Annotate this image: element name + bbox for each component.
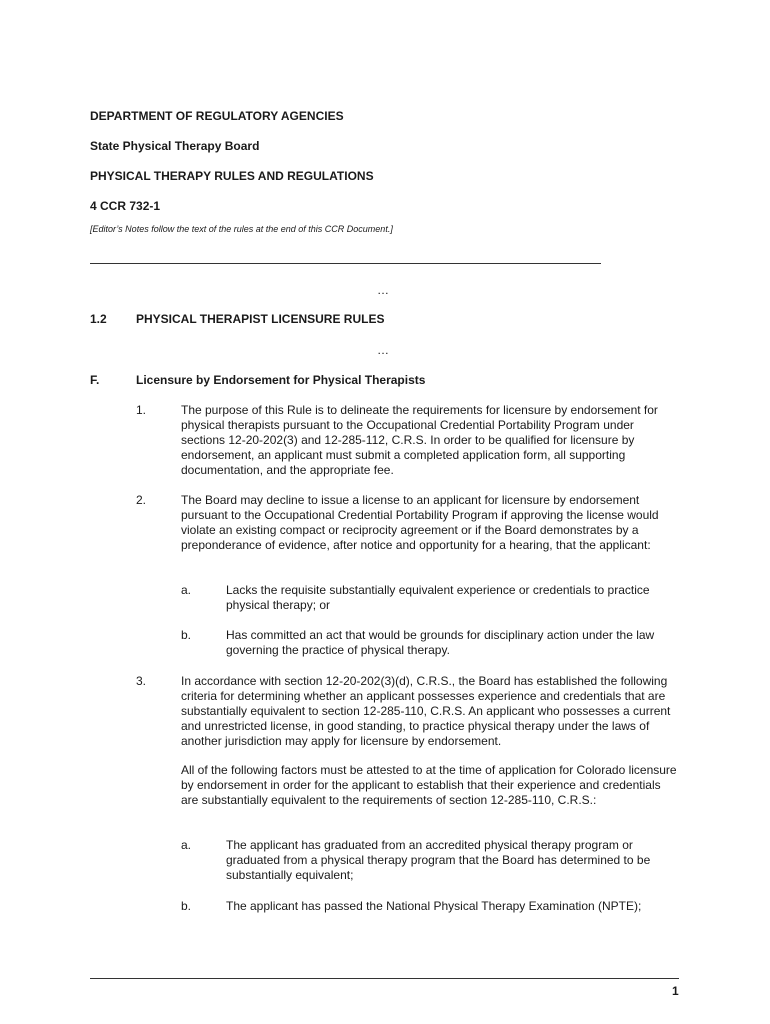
item-1-number: 1. bbox=[136, 403, 147, 417]
editor-note: [Editor’s Notes follow the text of the rules at the end of this CCR Document.] bbox=[90, 224, 393, 234]
subsection-title: Licensure by Endorsement for Physical Therapists bbox=[136, 373, 426, 387]
section-title: PHYSICAL THERAPIST LICENSURE RULES bbox=[136, 312, 385, 326]
subsection-letter: F. bbox=[90, 373, 100, 387]
item-2-text: The Board may decline to issue a license to an applicant for licensure by endorsement pursuant to the Occupational Credential Portability Program if approving the license would violate an existing compact or reciprocity agreement or if the Board demonstrates by a preponderance of evidence, after notice and opportunity for a hearing, that the applicant: bbox=[181, 493, 659, 552]
document-title: PHYSICAL THERAPY RULES AND REGULATIONS bbox=[90, 169, 374, 183]
item-3b-letter: b. bbox=[181, 899, 192, 913]
item-3-text: In accordance with section 12-20-202(3)(d), C.R.S., the Board has established the following criteria for determining whether an applicant possesses experience and credentials that are substantially equivalent to section 12-285-110, C.R.S. An applicant who possesses a current and unrestricted license, in good standing, to practice physical therapy under the laws of another jurisdiction may apply for licensure by endorsement. bbox=[181, 674, 671, 748]
footer-line bbox=[90, 978, 679, 979]
item-2a-letter: a. bbox=[181, 583, 192, 597]
item-3a-letter: a. bbox=[181, 838, 192, 852]
item-3-text-continued: All of the following factors must be attested to at the time of application for Colorado licensure by endorsement in order for the applicant to establish that their experience and credentials are substantially equivalent to the requirements of section 12-285-110, C.R.S.: bbox=[181, 763, 677, 807]
separator-line bbox=[90, 263, 601, 264]
ellipsis-1: … bbox=[377, 283, 389, 297]
item-3b-text: The applicant has passed the National Physical Therapy Examination (NPTE); bbox=[226, 899, 642, 913]
ellipsis-2: … bbox=[377, 343, 389, 357]
page-number: 1 bbox=[672, 984, 679, 998]
section-number: 1.2 bbox=[90, 312, 107, 326]
board-heading: State Physical Therapy Board bbox=[90, 139, 260, 153]
item-3-number: 3. bbox=[136, 674, 147, 688]
department-heading: DEPARTMENT OF REGULATORY AGENCIES bbox=[90, 109, 344, 123]
item-2-number: 2. bbox=[136, 493, 147, 507]
ccr-number: 4 CCR 732-1 bbox=[90, 199, 161, 213]
item-2b-letter: b. bbox=[181, 628, 192, 642]
item-3a-text: The applicant has graduated from an accredited physical therapy program or graduated from a physical therapy program that the Board has determined to be substantially equivalent; bbox=[226, 838, 651, 882]
item-2a-text: Lacks the requisite substantially equivalent experience or credentials to practice physical therapy; or bbox=[226, 583, 650, 612]
item-2b-text: Has committed an act that would be grounds for disciplinary action under the law governing the practice of physical therapy. bbox=[226, 628, 655, 657]
item-1-text: The purpose of this Rule is to delineate the requirements for licensure by endorsement for physical therapists pursuant to the Occupational Credential Portability Program under sections 12-20-202(3) and 12-285-112, C.R.S. In order to be qualified for licensure by endorsement, an applicant must submit a completed application form, all supporting documentation, and the appropriate fee. bbox=[181, 403, 658, 477]
